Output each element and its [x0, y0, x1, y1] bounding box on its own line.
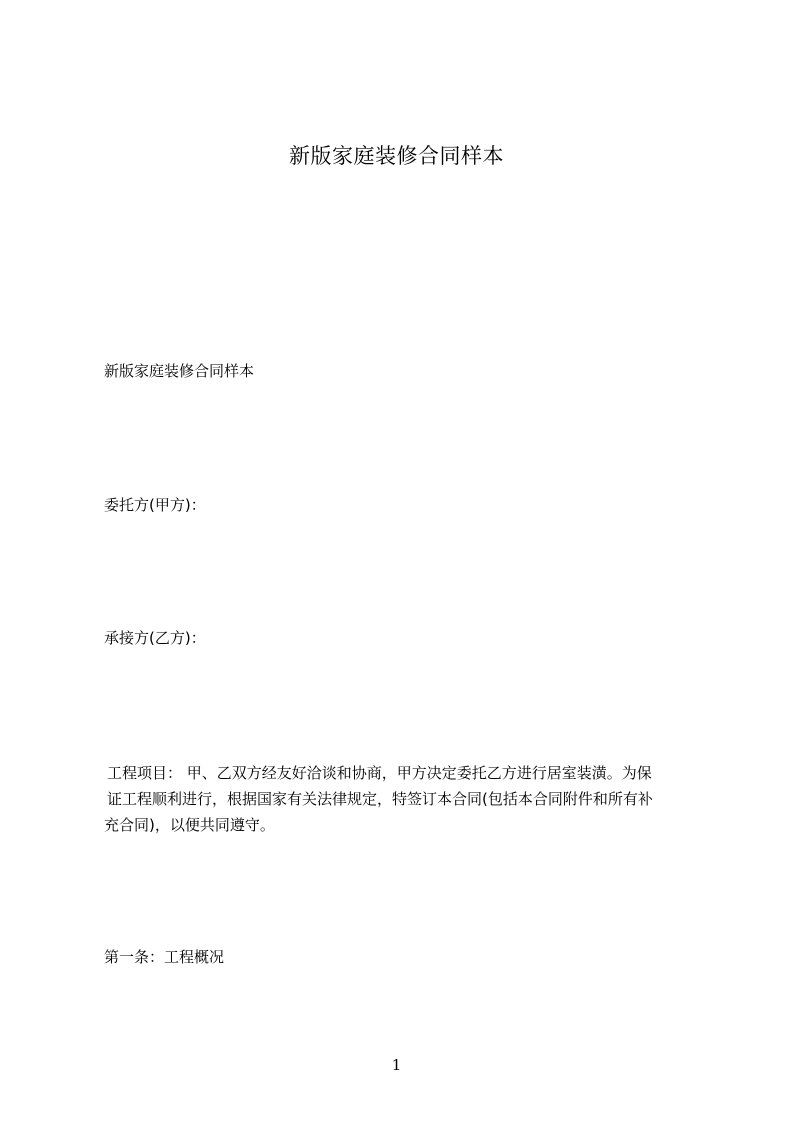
page-number: 1 — [391, 1056, 402, 1074]
document-subtitle: 新版家庭装修合同样本 — [104, 362, 255, 380]
article-1-heading: 第一条：工程概况 — [104, 948, 225, 966]
project-paragraph — [104, 760, 700, 838]
paragraph-line: 证工程顺利进行，根据国家有关法律规定，特签订本合同(包括本合同附件和所有补 — [107, 790, 653, 808]
paragraph-line: 工程项目： 甲、乙双方经友好洽谈和协商，甲方决定委托乙方进行居室装潢。为保 — [107, 764, 652, 782]
party-a-label: 委托方(甲方)： — [104, 496, 206, 514]
paragraph-line: 充合同)，以便共同遵守。 — [104, 816, 275, 834]
party-b-label: 承接方(乙方)： — [104, 629, 206, 647]
document-title: 新版家庭装修合同样本 — [289, 144, 504, 168]
